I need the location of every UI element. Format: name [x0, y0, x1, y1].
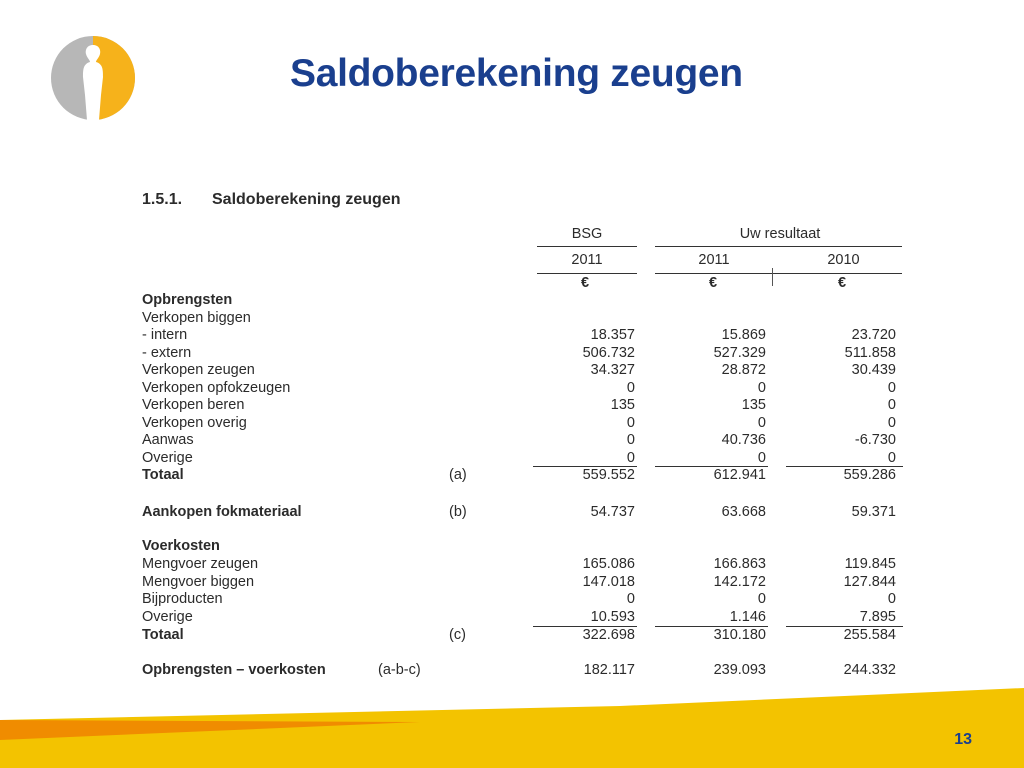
row-value: 63.668	[721, 504, 766, 520]
section-number: 1.5.1.	[142, 191, 183, 208]
row-value: 135	[741, 397, 766, 413]
row-label: Totaal	[142, 627, 184, 643]
row-value: 612.941	[713, 467, 766, 483]
row-label: Overige	[142, 609, 193, 625]
row-label: Verkopen beren	[142, 397, 245, 413]
row-value: 0	[887, 380, 896, 396]
currency-tick	[772, 273, 773, 286]
row-code: (b)	[449, 504, 467, 520]
row-value: 127.844	[843, 574, 896, 590]
row-value: 244.332	[843, 662, 896, 678]
subtotal-rule	[655, 466, 768, 467]
row-value: 28.872	[721, 362, 766, 378]
subtotal-rule	[655, 626, 768, 627]
row-code: (a-b-c)	[378, 662, 421, 678]
row-value: 18.357	[590, 327, 635, 343]
subtotal-rule	[786, 626, 903, 627]
row-value: 135	[610, 397, 635, 413]
subtotal-rule	[533, 466, 637, 467]
row-value: 7.895	[859, 609, 896, 625]
year-rule-bsg	[537, 273, 637, 274]
row-label: Verkopen overig	[142, 415, 247, 431]
year-uw-2010: 2010	[827, 252, 860, 268]
row-value: 0	[626, 591, 635, 607]
row-value: 0	[757, 415, 766, 431]
row-value: 1.146	[729, 609, 766, 625]
row-value: 40.736	[721, 432, 766, 448]
row-label: Voerkosten	[142, 538, 220, 554]
row-label: Totaal	[142, 467, 184, 483]
section-title: Saldoberekening zeugen	[212, 191, 401, 208]
row-label: Mengvoer zeugen	[142, 556, 259, 572]
row-label: Opbrengsten – voerkosten	[142, 662, 326, 678]
row-value: 322.698	[582, 627, 635, 643]
row-label: Bijproducten	[142, 591, 223, 607]
row-label: Verkopen zeugen	[142, 362, 255, 378]
row-value: 0	[887, 415, 896, 431]
header-rule-bsg	[537, 246, 637, 247]
row-value: 0	[887, 591, 896, 607]
row-value: 142.172	[713, 574, 766, 590]
row-label: Overige	[142, 450, 193, 466]
row-value: 119.845	[844, 556, 896, 572]
row-value: 59.371	[851, 504, 896, 520]
row-value: 15.869	[721, 327, 766, 343]
header-uw-resultaat: Uw resultaat	[739, 226, 821, 242]
row-value: 54.737	[590, 504, 635, 520]
row-value: 34.327	[590, 362, 635, 378]
year-rule-uw	[655, 273, 902, 274]
row-value: 166.863	[713, 556, 766, 572]
row-value: 182.117	[583, 662, 635, 678]
row-value: 0	[626, 450, 635, 466]
row-label: - extern	[142, 345, 192, 361]
row-value: 23.720	[851, 327, 896, 343]
row-value: 147.018	[582, 574, 635, 590]
row-value: 0	[626, 415, 635, 431]
row-value: 0	[757, 380, 766, 396]
subtotal-rule	[533, 626, 637, 627]
currency-uw-2011: €	[709, 275, 718, 291]
row-value: 10.593	[590, 609, 635, 625]
footer-band	[0, 688, 1024, 768]
row-value: 0	[626, 380, 635, 396]
row-value: 165.086	[582, 556, 635, 572]
row-code: (a)	[449, 467, 467, 483]
row-value: 559.552	[582, 467, 635, 483]
row-value: 239.093	[713, 662, 766, 678]
row-label: Aankopen fokmateriaal	[142, 504, 302, 520]
row-value: 0	[887, 450, 896, 466]
page-number: 13	[954, 731, 972, 748]
row-label: Verkopen opfokzeugen	[142, 380, 291, 396]
row-value: 310.180	[713, 627, 766, 643]
row-value: 0	[757, 591, 766, 607]
row-value: 0	[626, 432, 635, 448]
row-label: Opbrengsten	[142, 292, 233, 308]
row-label: Aanwas	[142, 432, 194, 448]
slide-title: Saldoberekening zeugen	[290, 52, 743, 95]
row-value: 559.286	[843, 467, 896, 483]
row-label: Verkopen biggen	[142, 310, 251, 326]
year-bsg: 2011	[571, 252, 603, 268]
row-value: 527.329	[713, 345, 766, 361]
row-label: Mengvoer biggen	[142, 574, 255, 590]
header-rule-uw	[655, 246, 902, 247]
year-uw-2011: 2011	[698, 252, 730, 268]
row-label: - intern	[142, 327, 188, 343]
row-value: 0	[757, 450, 766, 466]
header-bsg: BSG	[571, 226, 603, 242]
row-code: (c)	[449, 627, 466, 643]
subtotal-rule	[786, 466, 903, 467]
row-value: 255.584	[843, 627, 896, 643]
row-value: -6.730	[854, 432, 896, 448]
row-value: 506.732	[582, 345, 635, 361]
row-value: 30.439	[851, 362, 896, 378]
row-value: 0	[887, 397, 896, 413]
currency-bsg: €	[581, 275, 590, 291]
currency-uw-2010: €	[838, 275, 847, 291]
row-value: 511.858	[844, 345, 896, 361]
